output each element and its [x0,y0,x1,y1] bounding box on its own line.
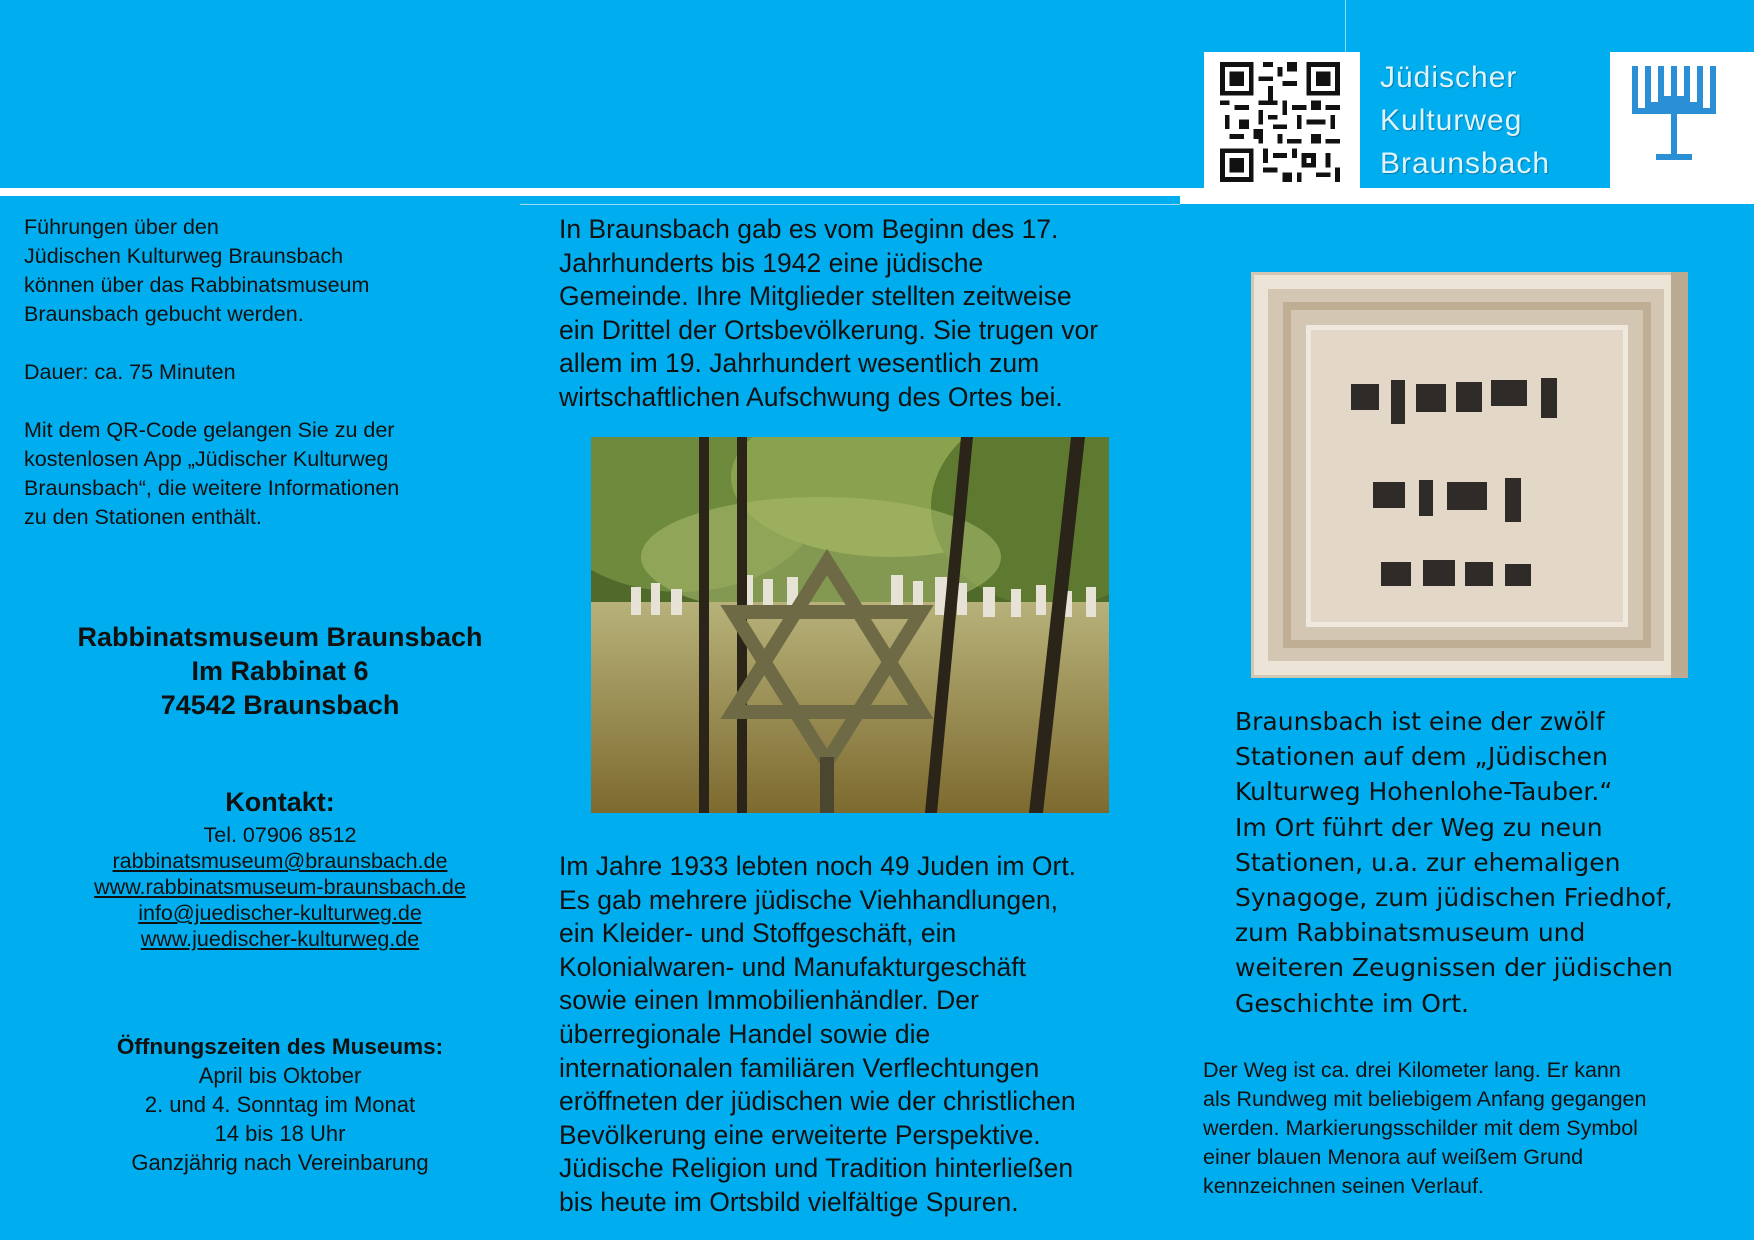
museum-website-link[interactable]: www.rabbinatsmuseum-braunsbach.de [94,875,466,899]
route-info-paragraph: Der Weg ist ca. drei Kilometer lang. Er kann als Rundweg mit beliebigem Anfang gegangen werden. Markierungsschilder mit dem Symbol einer blauen Menora auf weißem Grund kennzeichnen seinen Verlauf. [1203,1058,1647,1198]
kulturweg-logo-text: Jüdischer Kulturweg Braunsbach [1380,61,1551,180]
header-rule [0,188,1754,196]
museum-email-link[interactable]: rabbinatsmuseum@braunsbach.de [112,849,448,873]
phone-number: Tel. 07906 8512 [203,823,357,847]
menorah-icon [1630,62,1730,162]
qr-code-icon[interactable] [1220,62,1340,182]
kulturweg-email-link[interactable]: info@juedischer-kulturweg.de [138,901,422,925]
cemetery-gate-photo [591,437,1109,813]
contact-block [40,822,520,952]
kulturweg-website-link[interactable]: www.juedischer-kulturweg.de [140,927,420,951]
contact-heading: Kontakt: [225,787,335,817]
column-rule [520,204,1180,205]
kulturweg-stations-paragraph: Braunsbach ist eine der zwölf Stationen auf dem „Jüdischen Kulturweg Hohenlohe-Tauber.“ Im Ort führt der Weg zu neun Stationen, u.a. zur ehemaligen Synagoge, zum jüdischen Friedhof, zum Rabbinatsmuseum und weiteren Zeugnissen der jüdischen Geschichte im Ort. [1235,707,1674,1018]
header-rule-secondary [1180,196,1754,204]
opening-hours: April bis Oktober 2. und 4. Sonntag im Monat 14 bis 18 Uhr Ganzjährig nach Vereinbarung [131,1063,429,1175]
community-paragraph: Im Jahre 1933 lebten noch 49 Juden im Ort. Es gab mehrere jüdische Viehhandlungen, ein Kleider- und Stoffgeschäft, ein Kolonialwaren- und Manufakturgeschäft sowie einen Immobilienhändler. Der überregionale Handel sowie die internationalen familiären Verflechtungen eröffneten der jüdischen wie der christlichen Bevölkerung eine erweiterte Perspektive. Jüdische Religion und Tradition hinterließen bis heute im Ortsbild vielfältige Spuren. [559,851,1077,1217]
tour-info-text: Führungen über den Jüdischen Kulturweg Braunsbach können über das Rabbinatsmuseum Braunsbach gebucht werden. Dauer: ca. 75 Minuten Mit dem QR-Code gelangen Sie zu der kostenlosen App „Jüdischer Kulturweg Braunsbach“, die weitere Informationen zu den Stationen enthält. [24,215,400,529]
history-paragraph: In Braunsbach gab es vom Beginn des 17. Jahrhunderts bis 1942 eine jüdische Gemeinde. Ihre Mitglieder stellten zeitweise ein Drittel der Ortsbevölkerung. Sie trugen vor allem im 19. Jahrhundert wesentlich zum wirtschaftlichen Aufschwung des Ortes bei. [559,214,1099,412]
opening-hours-heading: Öffnungszeiten des Museums: [116,1034,444,1059]
hebrew-inscription-stone-photo [1251,272,1688,678]
museum-address: Rabbinatsmuseum Braunsbach Im Rabbinat 6 74542 Braunsbach [77,622,483,720]
